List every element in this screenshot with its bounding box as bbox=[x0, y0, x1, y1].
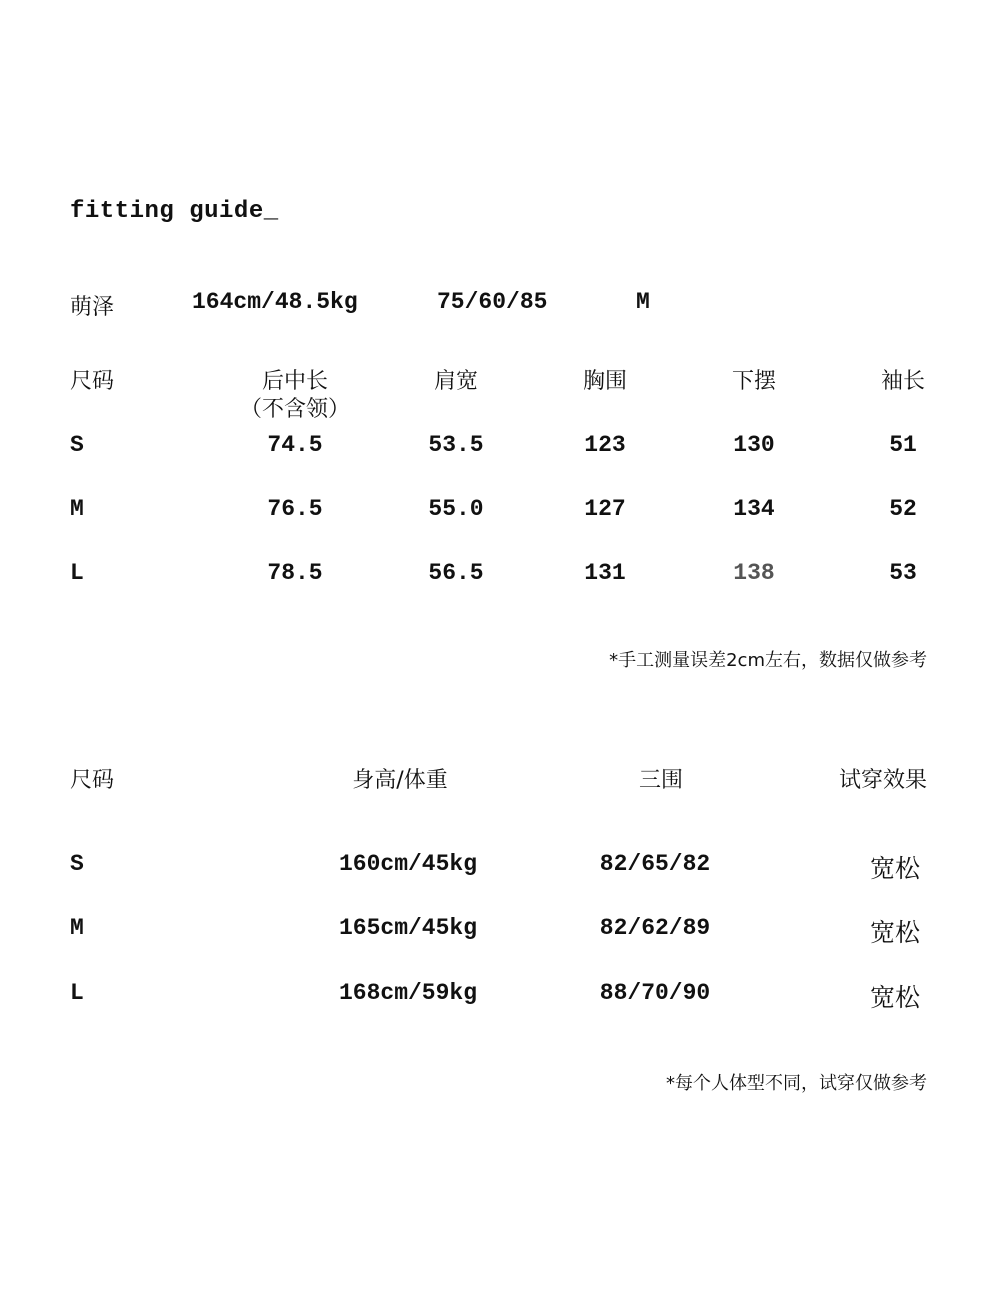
size-table-header-chest: 胸围 bbox=[582, 369, 628, 394]
size-table-note: *手工测量误差2cm左右，数据仅做参考 bbox=[609, 650, 927, 671]
size-table-row-l-hem: 138 bbox=[733, 560, 775, 586]
page-title: fitting guide_ bbox=[70, 198, 279, 225]
size-table-row-l-back-length: 78.5 bbox=[267, 560, 323, 586]
size-table-header-sleeve: 袖长 bbox=[880, 369, 926, 394]
model-name: 萌泽 bbox=[70, 295, 115, 320]
size-table-header-size: 尺码 bbox=[70, 369, 115, 394]
size-table-row-l-sleeve: 53 bbox=[889, 560, 917, 586]
fit-table-row-l-measurements: 88/70/90 bbox=[599, 980, 711, 1006]
fit-table-row-s-size: S bbox=[70, 851, 84, 877]
size-table-row-s-back-length: 74.5 bbox=[267, 432, 323, 458]
size-table-header-shoulder: 肩宽 bbox=[433, 369, 479, 394]
size-table-row-m-back-length: 76.5 bbox=[267, 496, 323, 522]
fit-table-row-s-fit: 宽松 bbox=[869, 854, 921, 883]
fit-table-row-m-height-weight: 165cm/45kg bbox=[338, 915, 478, 941]
size-table-row-l-size: L bbox=[70, 560, 84, 586]
model-measurements: 75/60/85 bbox=[437, 289, 548, 315]
fit-table-row-s-measurements: 82/65/82 bbox=[599, 851, 711, 877]
size-table-row-s-chest: 123 bbox=[584, 432, 626, 458]
size-table-row-m-sleeve: 52 bbox=[889, 496, 917, 522]
fit-table-row-m-measurements: 82/62/89 bbox=[599, 915, 711, 941]
size-table-row-s-hem: 130 bbox=[733, 432, 775, 458]
size-table-row-m-chest: 127 bbox=[584, 496, 626, 522]
size-table-header-back-length: 后中长 bbox=[261, 369, 329, 394]
size-table-row-m-size: M bbox=[70, 496, 84, 522]
size-table-row-l-chest: 131 bbox=[584, 560, 626, 586]
model-size: M bbox=[636, 289, 650, 315]
fit-table-row-s-height-weight: 160cm/45kg bbox=[338, 851, 478, 877]
fit-table-row-l-fit: 宽松 bbox=[869, 983, 921, 1012]
model-height-weight: 164cm/48.5kg bbox=[192, 289, 358, 315]
fit-table-header-size: 尺码 bbox=[70, 768, 115, 793]
fit-table-row-m-size: M bbox=[70, 915, 84, 941]
fit-table-header-measurements: 三围 bbox=[638, 768, 684, 793]
size-table-row-s-size: S bbox=[70, 432, 84, 458]
size-table-row-s-sleeve: 51 bbox=[889, 432, 917, 458]
size-table-row-m-shoulder: 55.0 bbox=[428, 496, 484, 522]
size-table-row-m-hem: 134 bbox=[733, 496, 775, 522]
size-table-header-back-length-note: （不含领） bbox=[239, 397, 351, 422]
size-table-header-hem: 下摆 bbox=[731, 369, 777, 394]
fit-table-row-l-size: L bbox=[70, 980, 84, 1006]
size-table-row-l-shoulder: 56.5 bbox=[428, 560, 484, 586]
fit-table-note: *每个人体型不同，试穿仅做参考 bbox=[666, 1073, 927, 1094]
fit-table-row-m-fit: 宽松 bbox=[869, 918, 921, 947]
size-table-row-s-shoulder: 53.5 bbox=[428, 432, 484, 458]
fit-table-header-fit-result: 试穿效果 bbox=[838, 768, 927, 793]
fit-table-row-l-height-weight: 168cm/59kg bbox=[338, 980, 478, 1006]
fit-table-header-height-weight: 身高/体重 bbox=[352, 768, 448, 793]
